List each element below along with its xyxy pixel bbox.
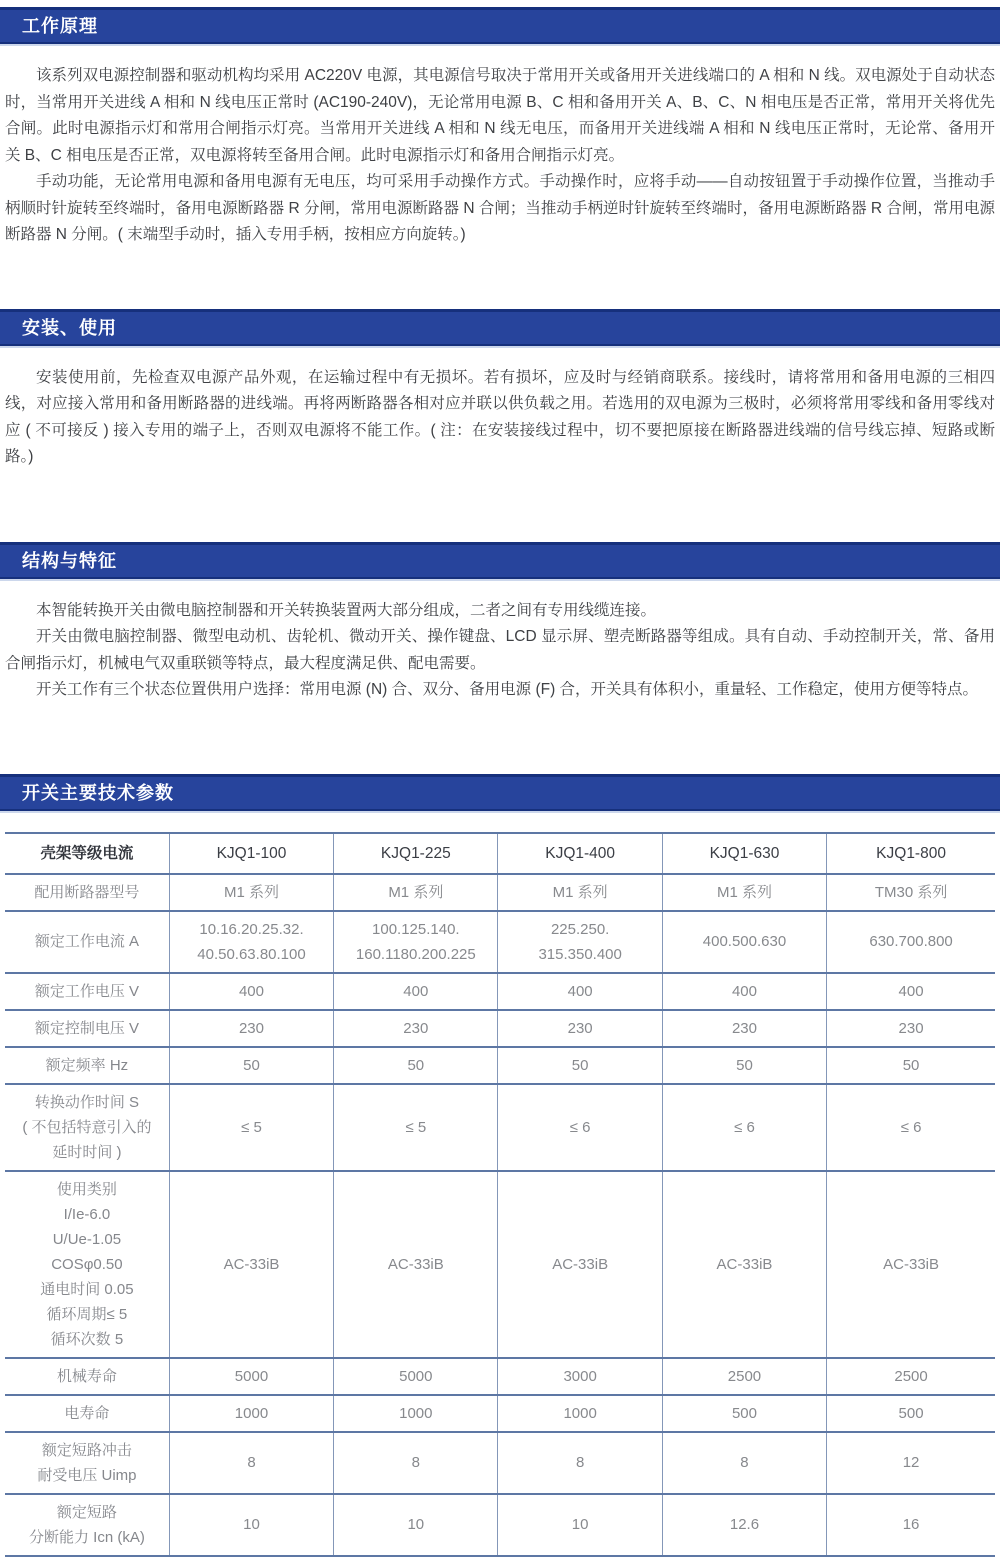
table-cell: 16 — [827, 1494, 995, 1556]
table-cell: 500 — [662, 1395, 826, 1432]
table-cell: 2500 — [827, 1358, 995, 1395]
table-header-row — [5, 833, 995, 874]
table-header-kjq1-225: KJQ1-225 — [334, 833, 498, 874]
row-label: 机械寿命 — [56, 1367, 117, 1385]
table-cell: 3000 — [498, 1358, 662, 1395]
table-cell: 400.500.630 — [662, 911, 826, 973]
table-row-utilization-category — [5, 1171, 995, 1358]
paragraph-structure-features-3: 开关工作有三个状态位置供用户选择：常用电源 (N) 合、双分、备用电源 (F) 合，开关具有体积小，重量轻、工作稳定，使用方便等特点。 — [36, 681, 979, 698]
row-label: 额定频率 Hz — [45, 1056, 129, 1074]
table-cell: 8 — [169, 1432, 333, 1494]
table-cell: 230 — [498, 1010, 662, 1047]
section-title-installation-use: 安装、使用 — [22, 317, 117, 338]
section-header-installation-use — [0, 309, 1000, 346]
table-cell: 400 — [827, 973, 995, 1010]
table-cell: 50 — [169, 1047, 333, 1084]
row-label: 电寿命 — [64, 1404, 110, 1422]
table-cell: 50 — [827, 1047, 995, 1084]
tech-params-table — [5, 832, 995, 1557]
section-body-installation-use — [0, 346, 1000, 471]
row-label: 额定工作电压 V — [34, 982, 139, 1000]
table-row-rated-frequency — [5, 1047, 995, 1084]
table-cell: AC-33iB — [498, 1171, 662, 1358]
table-cell: M1 系列 — [662, 874, 826, 911]
table-cell: 400 — [334, 973, 498, 1010]
table-cell: 8 — [334, 1432, 498, 1494]
table-row-rated-working-current — [5, 911, 995, 973]
table-cell: 8 — [662, 1432, 826, 1494]
table-cell: 630.700.800 — [827, 911, 995, 973]
table-cell: 10 — [334, 1494, 498, 1556]
section-body-working-principle — [0, 44, 1000, 249]
table-cell: 400 — [662, 973, 826, 1010]
table-cell: 1000 — [334, 1395, 498, 1432]
table-header-kjq1-630: KJQ1-630 — [662, 833, 826, 874]
row-label: 额定短路 分断能力 Icn (kA) — [28, 1503, 145, 1546]
table-cell: ≤ 6 — [827, 1084, 995, 1171]
table-cell: 12 — [827, 1432, 995, 1494]
section-structure-features — [0, 542, 1000, 704]
table-cell: 50 — [498, 1047, 662, 1084]
table-cell: AC-33iB — [334, 1171, 498, 1358]
paragraph-structure-features-1: 本智能转换开关由微电脑控制器和开关转换装置两大部分组成，二者之间有专用线缆连接。 — [36, 601, 657, 619]
table-cell: TM30 系列 — [827, 874, 995, 911]
tech-params-table-wrap — [0, 811, 1000, 1557]
row-label: 额定控制电压 V — [34, 1019, 139, 1037]
table-header-kjq1-400: KJQ1-400 — [498, 833, 662, 874]
table-cell: AC-33iB — [169, 1171, 333, 1358]
section-installation-use — [0, 309, 1000, 471]
table-cell: AC-33iB — [662, 1171, 826, 1358]
table-cell: 230 — [334, 1010, 498, 1047]
section-title-structure-features: 结构与特征 — [22, 550, 117, 571]
table-cell: M1 系列 — [169, 874, 333, 911]
section-title-tech-params: 开关主要技术参数 — [22, 782, 174, 803]
table-cell: ≤ 5 — [169, 1084, 333, 1171]
paragraph-working-principle-2: 手动功能，无论常用电源和备用电源有无电压，均可采用手动操作方式。手动操作时，应将手动——自动按钮置于手动操作位置，当推动手柄顺时针旋转至终端时，备用电源断路器 R 分闸，常用电源断路器 N 合闸；当推动手柄逆时针旋转至终端时，备用电源断路器 R 合闸，常用电源断路器 N 分闸。( 末端型手动时，插入专用手柄，按相应方向旋转。) — [5, 173, 995, 243]
section-tech-params — [0, 774, 1000, 1557]
table-row-breaking-capacity — [5, 1494, 995, 1556]
table-cell: 1000 — [169, 1395, 333, 1432]
table-cell: 8 — [498, 1432, 662, 1494]
table-cell: 100.125.140. 160.1180.200.225 — [334, 911, 498, 973]
table-cell: 2500 — [662, 1358, 826, 1395]
table-cell: 5000 — [169, 1358, 333, 1395]
table-cell: 230 — [169, 1010, 333, 1047]
section-header-structure-features — [0, 542, 1000, 579]
table-cell: 230 — [827, 1010, 995, 1047]
row-label: 配用断路器型号 — [34, 883, 140, 901]
table-cell: ≤ 6 — [498, 1084, 662, 1171]
table-row-breaker-model — [5, 874, 995, 911]
row-label: 额定工作电流 A — [34, 933, 139, 950]
paragraph-structure-features-2: 开关由微电脑控制器、微型电动机、齿轮机、微动开关、操作键盘、LCD 显示屏、塑壳断路器等组成。具有自动、手动控制开关，常、备用合闸指示灯，机械电气双重联锁等特点，最大程度满足供、配电需要。 — [5, 628, 995, 672]
table-cell: 10 — [169, 1494, 333, 1556]
table-row-rated-working-voltage — [5, 973, 995, 1010]
table-row-electrical-life — [5, 1395, 995, 1432]
row-label: 转换动作时间 S ( 不包括特意引入的 延时时间 ) — [22, 1093, 152, 1161]
section-body-structure-features — [0, 579, 1000, 704]
paragraph-working-principle-1: 该系列双电源控制器和驱动机构均采用 AC220V 电源，其电源信号取决于常用开关或备用开关进线端口的 A 相和 N 线。双电源处于自动状态时，当常用开关进线 A 相和 N 线电压正常时 (AC190-240V)，无论常用电源 B、C 相和备用开关 A、B、C、N 相电压是否正常，常用开关将优先合闸。此时电源指示灯和常用合闸指示灯亮。当常用开关进线 A 相和 N 线无电压，而备用开关进线端 A 相和 N 线电压正常时，无论常、备用开关 B、C 相电压是否正常，双电源将转至备用合闸。此时电源指示灯和备用合闸指示灯亮。 — [5, 67, 995, 164]
table-cell: 5000 — [334, 1358, 498, 1395]
section-header-tech-params — [0, 774, 1000, 811]
table-cell: 50 — [334, 1047, 498, 1084]
table-cell: 10 — [498, 1494, 662, 1556]
table-row-impulse-withstand-voltage — [5, 1432, 995, 1494]
row-label: 额定短路冲击 耐受电压 Uimp — [37, 1441, 137, 1484]
table-header-kjq1-800: KJQ1-800 — [827, 833, 995, 874]
table-cell: ≤ 6 — [662, 1084, 826, 1171]
table-cell: 50 — [662, 1047, 826, 1084]
table-cell: M1 系列 — [498, 874, 662, 911]
row-label: 使用类别 I/Ie-6.0 U/Ue-1.05 COSφ0.50 通电时间 0.05 循环周期≤ 5 循环次数 5 — [40, 1180, 134, 1348]
section-header-working-principle — [0, 7, 1000, 44]
table-cell: 225.250. 315.350.400 — [498, 911, 662, 973]
table-header-kjq1-100: KJQ1-100 — [169, 833, 333, 874]
table-cell: ≤ 5 — [334, 1084, 498, 1171]
paragraph-installation-use-1: 安装使用前，先检查双电源产品外观，在运输过程中有无损坏。若有损坏，应及时与经销商联系。接线时，请将常用和备用电源的三相四线，对应接入常用和备用断路器的进线端。再将两断路器各相对应并联以供负载之用。若选用的双电源为三极时，必须将常用零线和备用零线对应 ( 不可接反 ) 接入专用的端子上，否则双电源将不能工作。( 注：在安装接线过程中，切不要把原接在断路器进线端的信号线忘掉、短路或断路。) — [5, 368, 995, 465]
table-cell: AC-33iB — [827, 1171, 995, 1358]
table-cell: 230 — [662, 1010, 826, 1047]
table-row-mechanical-life — [5, 1358, 995, 1395]
table-cell: 10.16.20.25.32. 40.50.63.80.100 — [169, 911, 333, 973]
table-cell: 500 — [827, 1395, 995, 1432]
table-cell: 1000 — [498, 1395, 662, 1432]
table-cell: M1 系列 — [334, 874, 498, 911]
table-row-rated-control-voltage — [5, 1010, 995, 1047]
table-cell: 400 — [169, 973, 333, 1010]
table-cell: 12.6 — [662, 1494, 826, 1556]
table-cell: 400 — [498, 973, 662, 1010]
table-row-transfer-time — [5, 1084, 995, 1171]
table-header-frame-current: 壳架等级电流 — [40, 844, 134, 862]
section-working-principle — [0, 7, 1000, 249]
section-title-working-principle: 工作原理 — [22, 16, 98, 36]
